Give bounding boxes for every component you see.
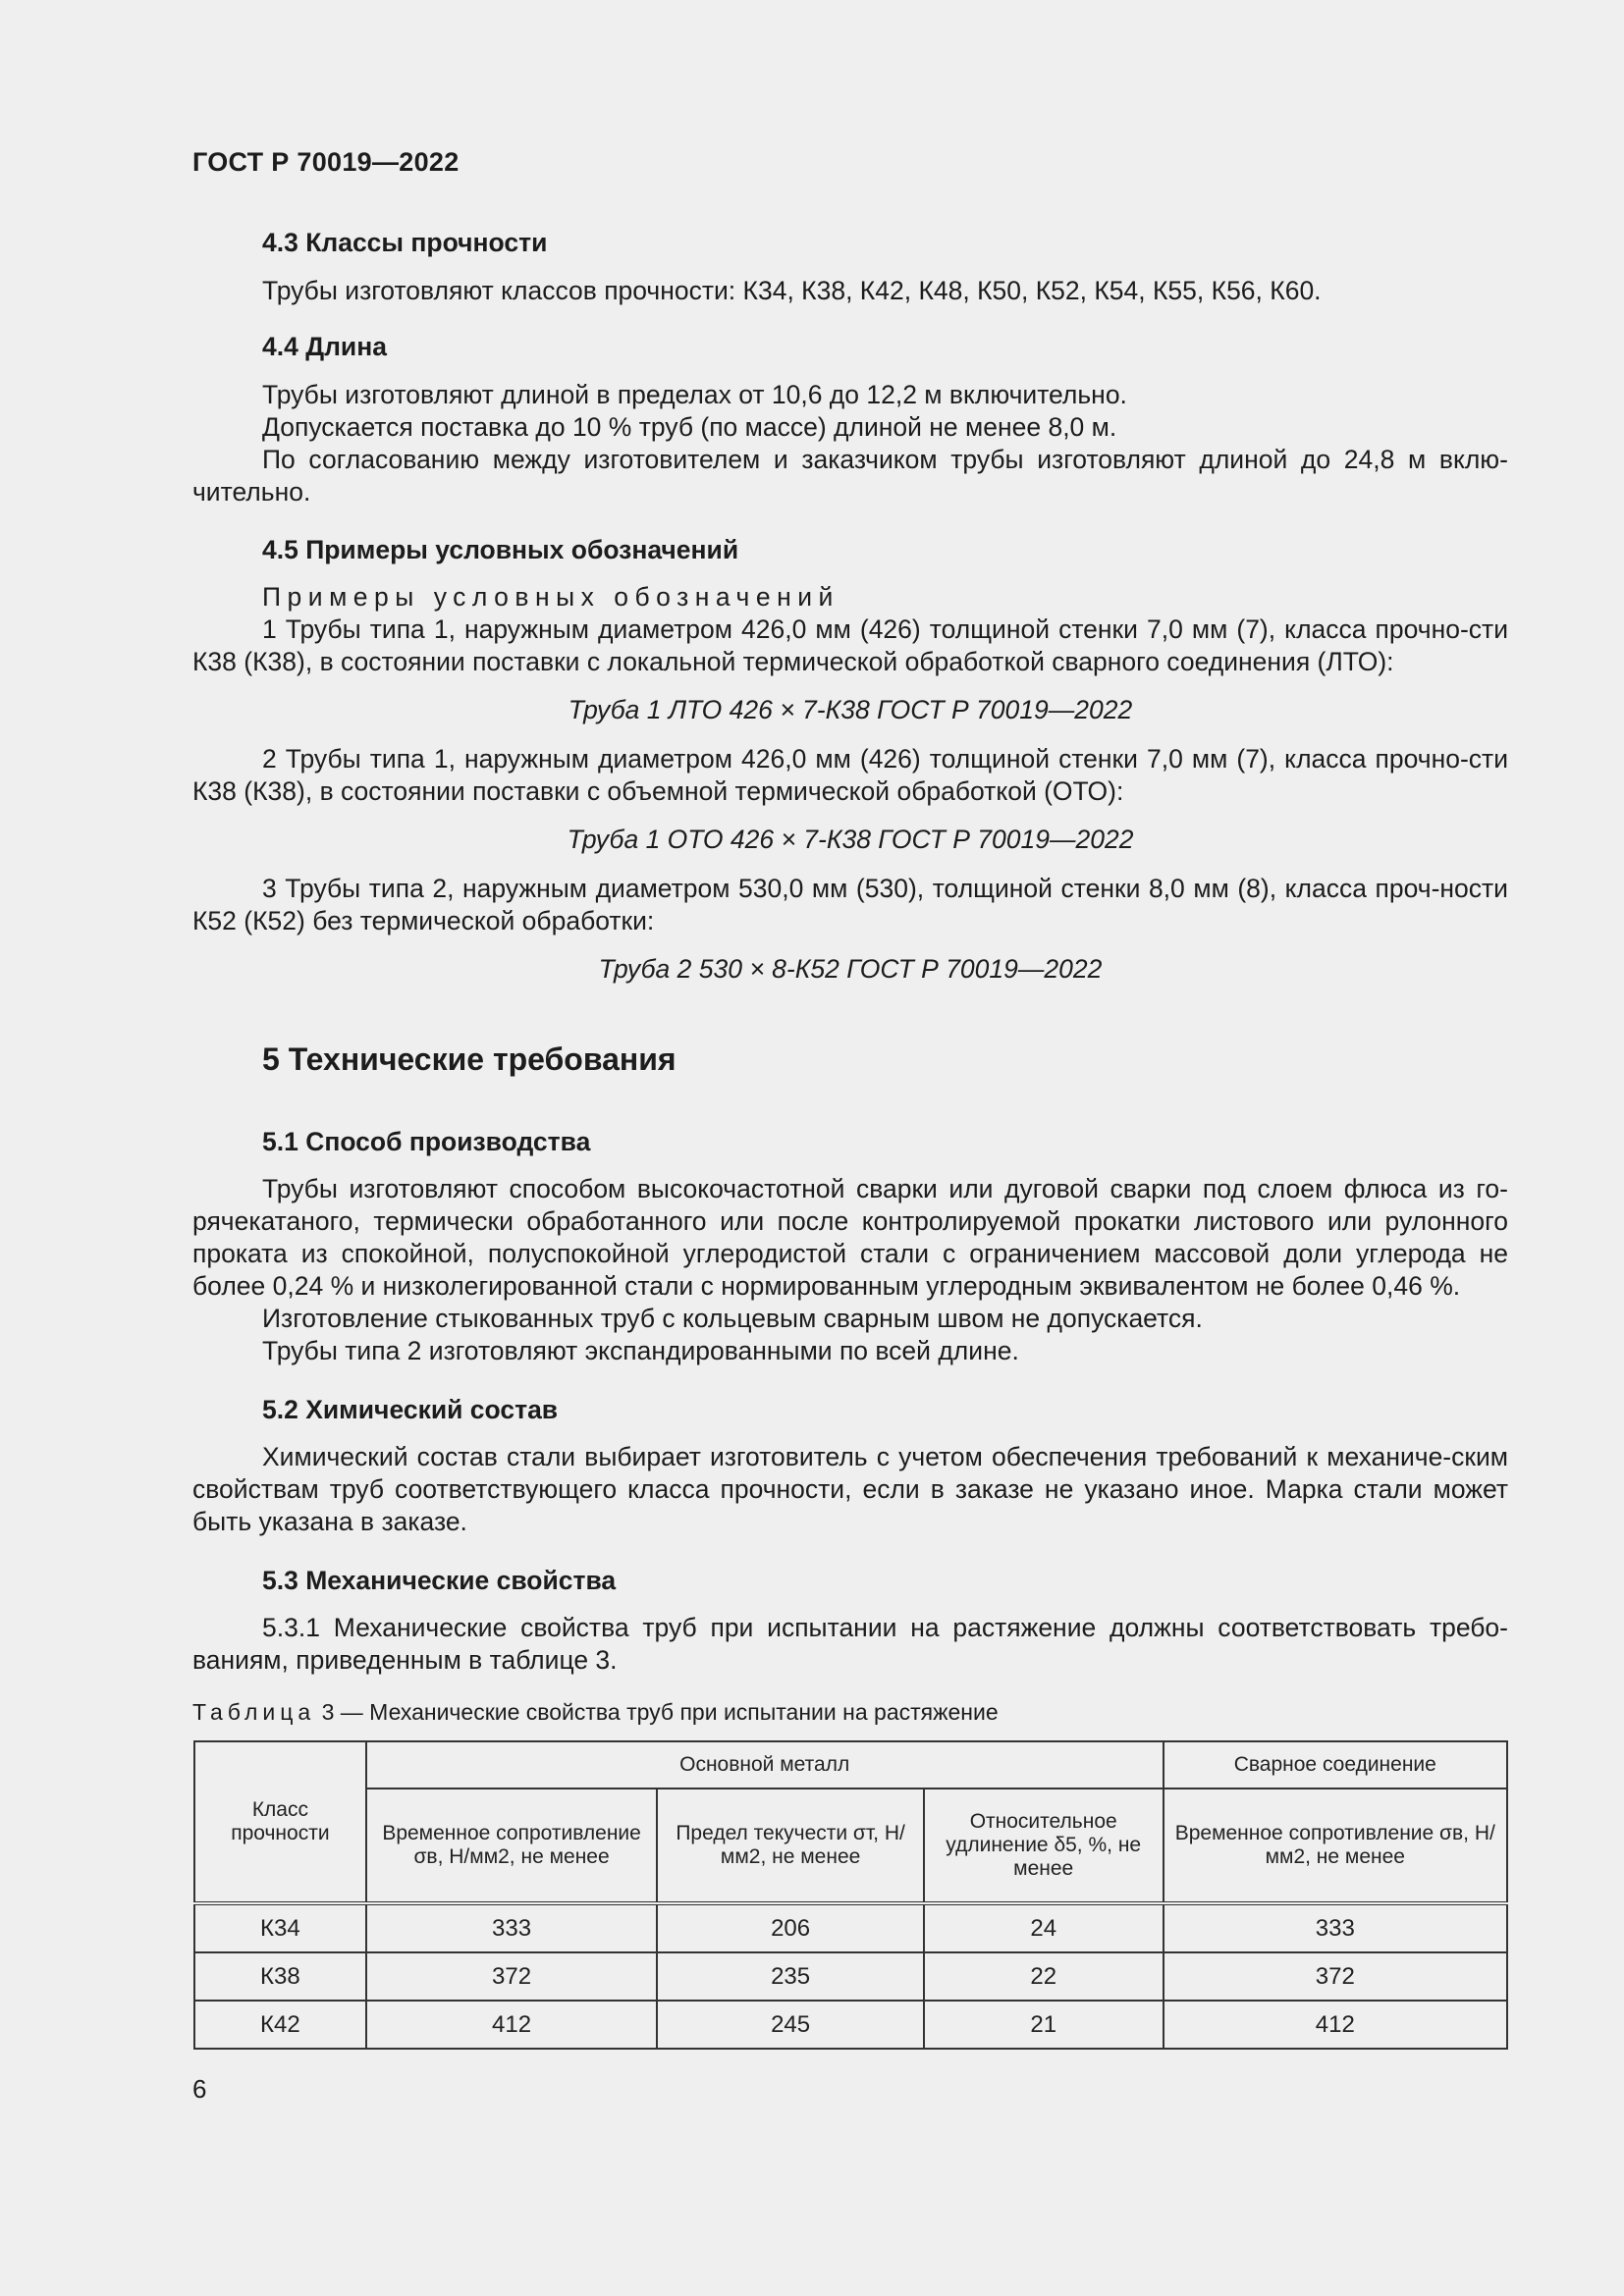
table-cell: 333 xyxy=(1164,1903,1507,1952)
formula-2: Труба 1 ОТО 426 × 7-К38 ГОСТ Р 70019—2022 xyxy=(567,825,1134,854)
header-weld-tensile-strength: Временное сопротивление σв, Н/мм2, не менее xyxy=(1164,1789,1507,1903)
examples-heading: Примеры условных обозначений xyxy=(262,582,839,612)
table-cell: 412 xyxy=(366,2001,658,2049)
section-4-3-text: Трубы изготовляют классов прочности: К34, К38, К42, К48, К50, К52, К54, К55, К56, К60. xyxy=(262,276,1322,305)
document-header: ГОСТ Р 70019—2022 xyxy=(192,147,460,177)
table-cell: 235 xyxy=(657,1952,923,2001)
table-cell: 24 xyxy=(924,1903,1164,1952)
section-5-1-line2: Изготовление стыкованных труб с кольцевым сварным швом не допускается. xyxy=(262,1304,1203,1333)
table-row xyxy=(194,2001,1507,2049)
section-5-2-title: 5.2 Химический состав xyxy=(262,1395,559,1424)
page-number: 6 xyxy=(192,2074,207,2104)
header-base-metal: Основной металл xyxy=(366,1741,1164,1789)
formula-1: Труба 1 ЛТО 426 × 7-К38 ГОСТ Р 70019—2022 xyxy=(568,695,1133,724)
header-weld: Сварное соединение xyxy=(1164,1741,1507,1789)
section-5-2-para: Химический состав стали выбирает изготовитель с учетом обеспечения требований к механиче-ским свойствам труб соответствующего класса прочности, если в заказе не указано иное. Марка стали может быть указана в заказе. xyxy=(192,1442,1508,1536)
table-cell: 22 xyxy=(924,1952,1164,2001)
table-cell: 412 xyxy=(1164,2001,1507,2049)
section-5-3-para: 5.3.1 Механические свойства труб при испытании на растяжение должны соответствовать требо-ваниям, приведенным в таблице 3. xyxy=(192,1613,1508,1675)
section-5-1-para1: Трубы изготовляют способом высокочастотной сварки или дуговой сварки под слоем флюса из го-рячекатаного, термически обработанного или после контролируемой прокатки листового или рулонного проката из спокойной, полуспокойной углеродистой стали с ограничением массовой доли углерода не более 0,24 % и низколегированной стали с нормированным углеродным эквивалентом не более 0,46 %. xyxy=(192,1174,1508,1301)
header-tensile-strength: Временное сопротивление σв, Н/мм2, не менее xyxy=(366,1789,658,1903)
section-5-1-title: 5.1 Способ производства xyxy=(262,1127,591,1156)
example-3: 3 Трубы типа 2, наружным диаметром 530,0 мм (530), толщиной стенки 8,0 мм (8), класса проч-ности К52 (К52) без термической обработки: xyxy=(192,874,1508,935)
section-4-4-line2: Допускается поставка до 10 % труб (по массе) длиной не менее 8,0 м. xyxy=(262,412,1117,442)
section-4-4-line1: Трубы изготовляют длиной в пределах от 10,6 до 12,2 м включительно. xyxy=(262,380,1127,409)
example-2: 2 Трубы типа 1, наружным диаметром 426,0 мм (426) толщиной стенки 7,0 мм (7), класса прочно-сти К38 (К38), в состоянии поставки с объемной термической обработкой (ОТО): xyxy=(192,744,1508,806)
table-cell: 333 xyxy=(366,1903,658,1952)
header-yield-strength: Предел текучести σт, Н/мм2, не менее xyxy=(657,1789,923,1903)
formula-3: Труба 2 530 × 8-К52 ГОСТ Р 70019—2022 xyxy=(598,954,1103,984)
table-cell: К42 xyxy=(194,2001,366,2049)
table-cell: К34 xyxy=(194,1903,366,1952)
table-cell: 245 xyxy=(657,2001,923,2049)
table-cell: К38 xyxy=(194,1952,366,2001)
table-row xyxy=(194,1903,1507,1952)
example-1: 1 Трубы типа 1, наружным диаметром 426,0 мм (426) толщиной стенки 7,0 мм (7), класса прочно-сти К38 (К38), в состоянии поставки с локальной термической обработкой сварного соединения (ЛТО): xyxy=(192,614,1508,676)
table-cell: 372 xyxy=(1164,1952,1507,2001)
section-4-3-title: 4.3 Классы прочности xyxy=(262,228,548,257)
section-5-title: 5 Технические требования xyxy=(262,1041,677,1077)
table-row xyxy=(194,1952,1507,2001)
header-elongation: Относительное удлинение δ5, %, не менее xyxy=(924,1789,1164,1903)
section-5-3-title: 5.3 Механические свойства xyxy=(262,1566,617,1595)
header-class: Класс прочности xyxy=(194,1741,366,1903)
section-4-4-para3: По согласованию между изготовителем и заказчиком трубы изготовляют длиной до 24,8 м вклю-чительно. xyxy=(192,445,1508,507)
table-cell: 372 xyxy=(366,1952,658,2001)
table-cell: 206 xyxy=(657,1903,923,1952)
table-cell: 21 xyxy=(924,2001,1164,2049)
section-4-4-title: 4.4 Длина xyxy=(262,332,387,361)
table-3 xyxy=(193,1740,1508,2050)
table-3-caption: Таблица 3 — Механические свойства труб при испытании на растяжение xyxy=(192,1699,999,1725)
section-4-5-title: 4.5 Примеры условных обозначений xyxy=(262,535,739,564)
section-5-1-line3: Трубы типа 2 изготовляют экспандированными по всей длине. xyxy=(262,1336,1019,1365)
